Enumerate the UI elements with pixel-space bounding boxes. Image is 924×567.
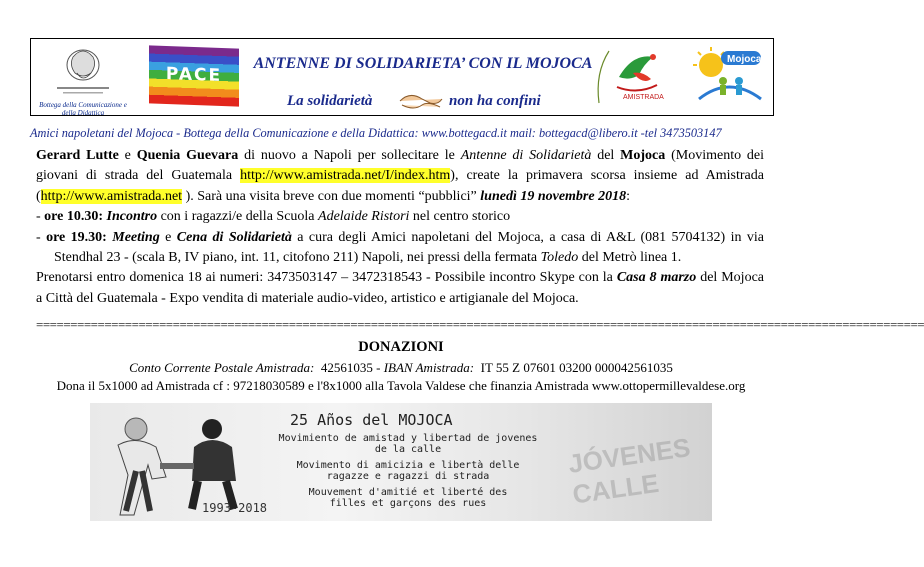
banner-title: 25 Años del MOJOCA <box>290 411 453 429</box>
banner-line-it: Movimento di amicizia e libertà delle ragazze e ragazzi di strada <box>296 460 520 482</box>
mojoca-logo-drawing-icon <box>689 43 769 109</box>
bottega-logo-drawing-icon <box>37 43 129 99</box>
banner-line-fr: Mouvement d'amitié et liberté des filles et garçons des rues <box>308 487 508 509</box>
banner-line-es: Movimiento de amistad y libertad de jovenes de la calle <box>278 433 538 455</box>
page-title: ANTENNE DI SOLIDARIETA’ CON IL MOJOCA <box>253 55 593 72</box>
donations-title: DONAZIONI <box>358 339 444 355</box>
donations-5x1000: Dona il 5x1000 ad Amistrada cf : 97218030589 e l'8x1000 alla Tavola Valdese che finanzia Amistrada www.ottopermillevaldese.org <box>56 378 746 393</box>
header-box <box>30 38 774 116</box>
name-gerard-lutte: Gerard Lutte <box>36 148 119 163</box>
slogan-right: non ha confini <box>449 93 541 109</box>
link-amistrada[interactable]: http://www.amistrada.net <box>40 188 183 204</box>
separator-line: ================================================================================================================================== <box>36 317 924 332</box>
event-date: lunedì 19 novembre 2018 <box>480 188 627 204</box>
mojoca-25-years-banner <box>90 403 712 521</box>
banner-years: 1993-2018 <box>202 501 268 515</box>
slogan-left: La solidarietà <box>287 93 373 109</box>
amistrada-logo <box>593 43 675 111</box>
amistrada-bird-icon <box>593 43 675 111</box>
pace-flag <box>149 45 239 106</box>
bullet-morning: - ore 10.30: Incontro con i ragazzi/e della Scuola Adelaide Ristori nel centro storico <box>36 209 511 225</box>
slogan <box>253 93 593 113</box>
bullet-evening: - ore 19.30: Meeting e Cena di Solidarietà a cura degli Amici napoletani del Mojoca, a casa di A&L (081 5704132) in via Stendhal 23 - (scala B, IV piano, int. 11, citofono 211) Napoli, nei pressi della fermata Toledo del Metrò linea 1. <box>36 229 765 266</box>
announcement-body <box>36 146 764 309</box>
ccp-number: 42561035 <box>320 360 373 375</box>
bottega-logo-caption: Bottega della Comunicazione e della Didattica <box>39 101 127 117</box>
pace-flag-text: PACE <box>165 64 223 86</box>
people-photo-icon <box>102 411 282 511</box>
banner-faded-text: JÓVENES CALLE <box>566 432 693 510</box>
mojoca-logo-text: Mojoca <box>727 54 762 65</box>
booking-paragraph: Prenotarsi entro domenica 18 ai numeri: 3473503147 – 3472318543 - Possibile incontro Skype con la Casa 8 marzo del Mojoca a Città del Guatemala - Expo vendita di materiale audio-video, artistico e artigianale del Mojoca. <box>36 270 765 306</box>
mojoca-logo <box>689 43 769 109</box>
link-amistrada-index[interactable]: http://www.amistrada.net/I/index.htm <box>240 168 451 184</box>
amistrada-logo-text: AMISTRADA <box>623 94 664 101</box>
contact-line: Amici napoletani del Mojoca - Bottega della Comunicazione e della Didattica: www.bottegacd.it mail: bottegacd@libero.it -tel 3473503147 <box>30 126 722 140</box>
handshake-icon <box>398 87 444 113</box>
name-quenia-guevara: Quenia Guevara <box>136 148 239 163</box>
donations-accounts: Conto Corrente Postale Amistrada: 42561035 - IBAN Amistrada: IT 55 Z 07601 03200 000042561035 <box>129 360 673 375</box>
iban-number: IT 55 Z 07601 03200 000042561035 <box>480 360 673 375</box>
bottega-logo <box>37 43 129 117</box>
intro-paragraph: Gerard Lutte e Quenia Guevara di nuovo a Napoli per sollecitare le Antenne di Solidarietà del Mojoca (Movimento dei giovani di strada del Guatemala http://www.amistrada.net/I/index.htm), create la primavera scorsa insieme ad Amistrada (http://www.amistrada.net ). Sarà una visita breve con due momenti “pubblici” lunedì 19 novembre 2018: <box>36 148 765 204</box>
